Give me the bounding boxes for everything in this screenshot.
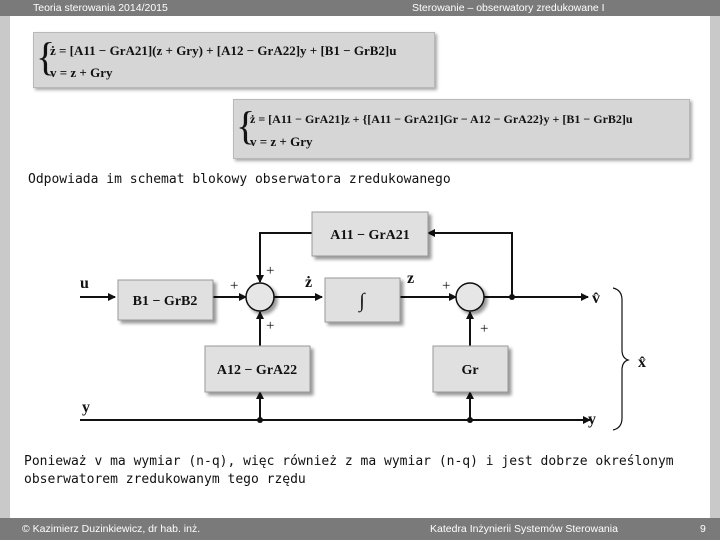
slide-section-title: Sterowanie – obserwatory zredukowane I <box>412 2 605 14</box>
sign-sum2-left: + <box>442 278 451 294</box>
signal-z: z <box>407 270 415 287</box>
junction-dot <box>509 294 515 300</box>
block-bottomleft-label: A12 − GrA22 <box>216 363 298 378</box>
footer-department: Katedra Inżynierii Systemów Sterowania <box>430 523 618 535</box>
equation-line: ż = [A11 − GrA21](z + Gry) + [A12 − GrA22]y + [B1 − GrB2]u <box>50 43 397 58</box>
block-input-label: B1 − GrB2 <box>132 294 198 309</box>
junction-dot <box>467 417 473 423</box>
sign-sum2-bottom: + <box>480 321 489 337</box>
sign-sum1-left: + <box>230 278 239 294</box>
equation-line: v = z + Gry <box>250 134 313 149</box>
junction-dot <box>257 417 263 423</box>
equation-line: ż = [A11 − GrA21]z + {[A11 − GrA21]Gr − A12 − GrA22}y + [B1 − GrB2]u <box>250 112 633 126</box>
equation-brace: { <box>36 34 56 79</box>
block-gain-label: Gr <box>461 363 479 378</box>
signal-y-right: y <box>588 411 596 428</box>
signal-v-hat: v̂ <box>592 290 600 307</box>
footer-author: © Kazimierz Duzinkiewicz, dr hab. inż. <box>22 523 201 535</box>
bottom-text: Ponieważ v ma wymiar (n-q), więc również z ma wymiar (n-q) i jest dobrze określonym obserwatorem zredukowanym tego rzędu <box>24 454 674 487</box>
equation-line: v = z + Gry <box>50 65 113 80</box>
footer-bar <box>0 518 720 540</box>
sign-sum1-bottom: + <box>266 318 275 334</box>
signal-y-left: y <box>82 399 90 416</box>
page-number: 9 <box>700 523 706 535</box>
course-title: Teoria sterowania 2014/2015 <box>33 2 168 14</box>
signal-x-hat: x̂ <box>638 354 646 371</box>
signal-z-dot: ż <box>305 274 313 291</box>
summing-junction-1 <box>246 283 274 311</box>
block-integrator-label: ∫ <box>359 290 365 312</box>
block-top-label: A11 − GrA21 <box>330 228 410 243</box>
intro-text: Odpowiada im schemat blokowy obserwatora zredukowanego <box>28 172 451 187</box>
output-brace <box>613 288 628 430</box>
sign-sum1-top: + <box>266 263 275 279</box>
summing-junction-2 <box>456 283 484 311</box>
equation-brace: { <box>236 103 256 148</box>
signal-u: u <box>80 275 89 292</box>
